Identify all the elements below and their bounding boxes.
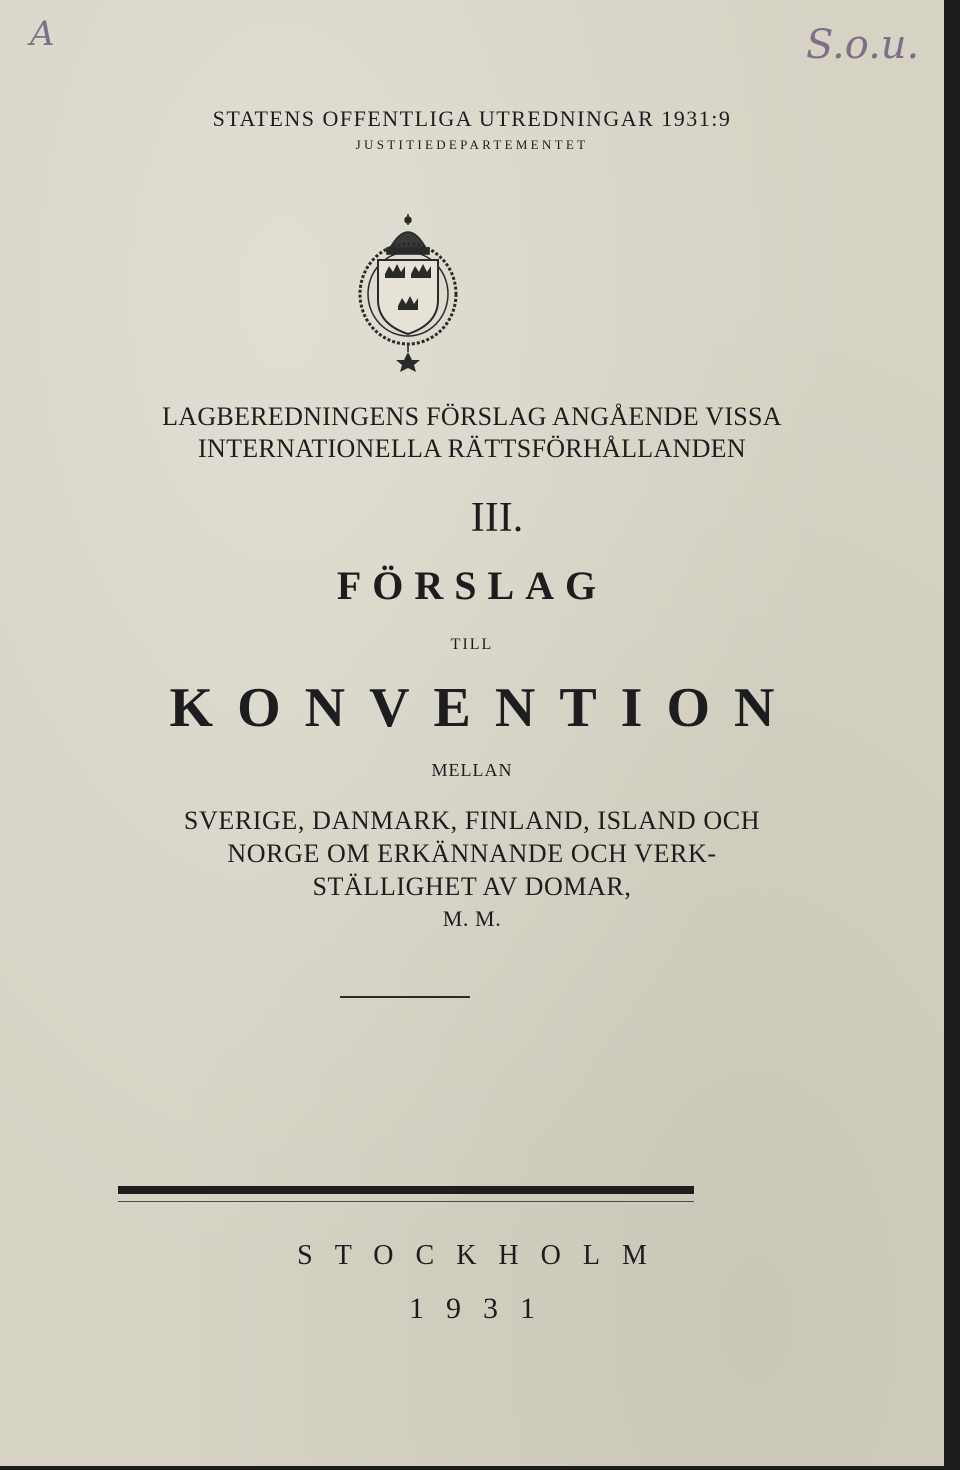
short-divider <box>340 996 470 998</box>
subject-line-2: NORGE OM ERKÄNNANDE OCH VERK- <box>227 839 717 868</box>
till-label: TILL <box>450 636 494 653</box>
swedish-coat-of-arms-icon <box>353 212 463 372</box>
series-title: STATENS OFFENTLIGA UTREDNINGAR 1931:9 <box>212 106 732 131</box>
forslag-title: FÖRSLAG <box>336 563 608 608</box>
subject-line-3: STÄLLIGHET AV DOMAR, <box>312 872 632 901</box>
thick-divider <box>118 1186 694 1194</box>
subject-line-1: SVERIGE, DANMARK, FINLAND, ISLAND OCH <box>183 806 761 835</box>
thin-divider <box>118 1201 694 1202</box>
subject-line-4: M. M. <box>442 906 502 931</box>
imprint-year: 1931 <box>409 1292 557 1325</box>
heading-line-1: LAGBEREDNINGENS FÖRSLAG ANGÅENDE VISSA <box>162 402 782 431</box>
volume-number: III. <box>470 495 524 541</box>
konvention-title: KONVENTION <box>169 677 799 739</box>
imprint-city: STOCKHOLM <box>297 1240 669 1271</box>
mellan-label: MELLAN <box>431 760 513 780</box>
handwritten-mark-left: A <box>30 14 55 54</box>
department-name: JUSTITIEDEPARTEMENTET <box>355 137 589 152</box>
handwritten-mark-right: S.o.u. <box>806 22 920 68</box>
heading-line-2: INTERNATIONELLA RÄTTSFÖRHÅLLANDEN <box>198 434 746 463</box>
